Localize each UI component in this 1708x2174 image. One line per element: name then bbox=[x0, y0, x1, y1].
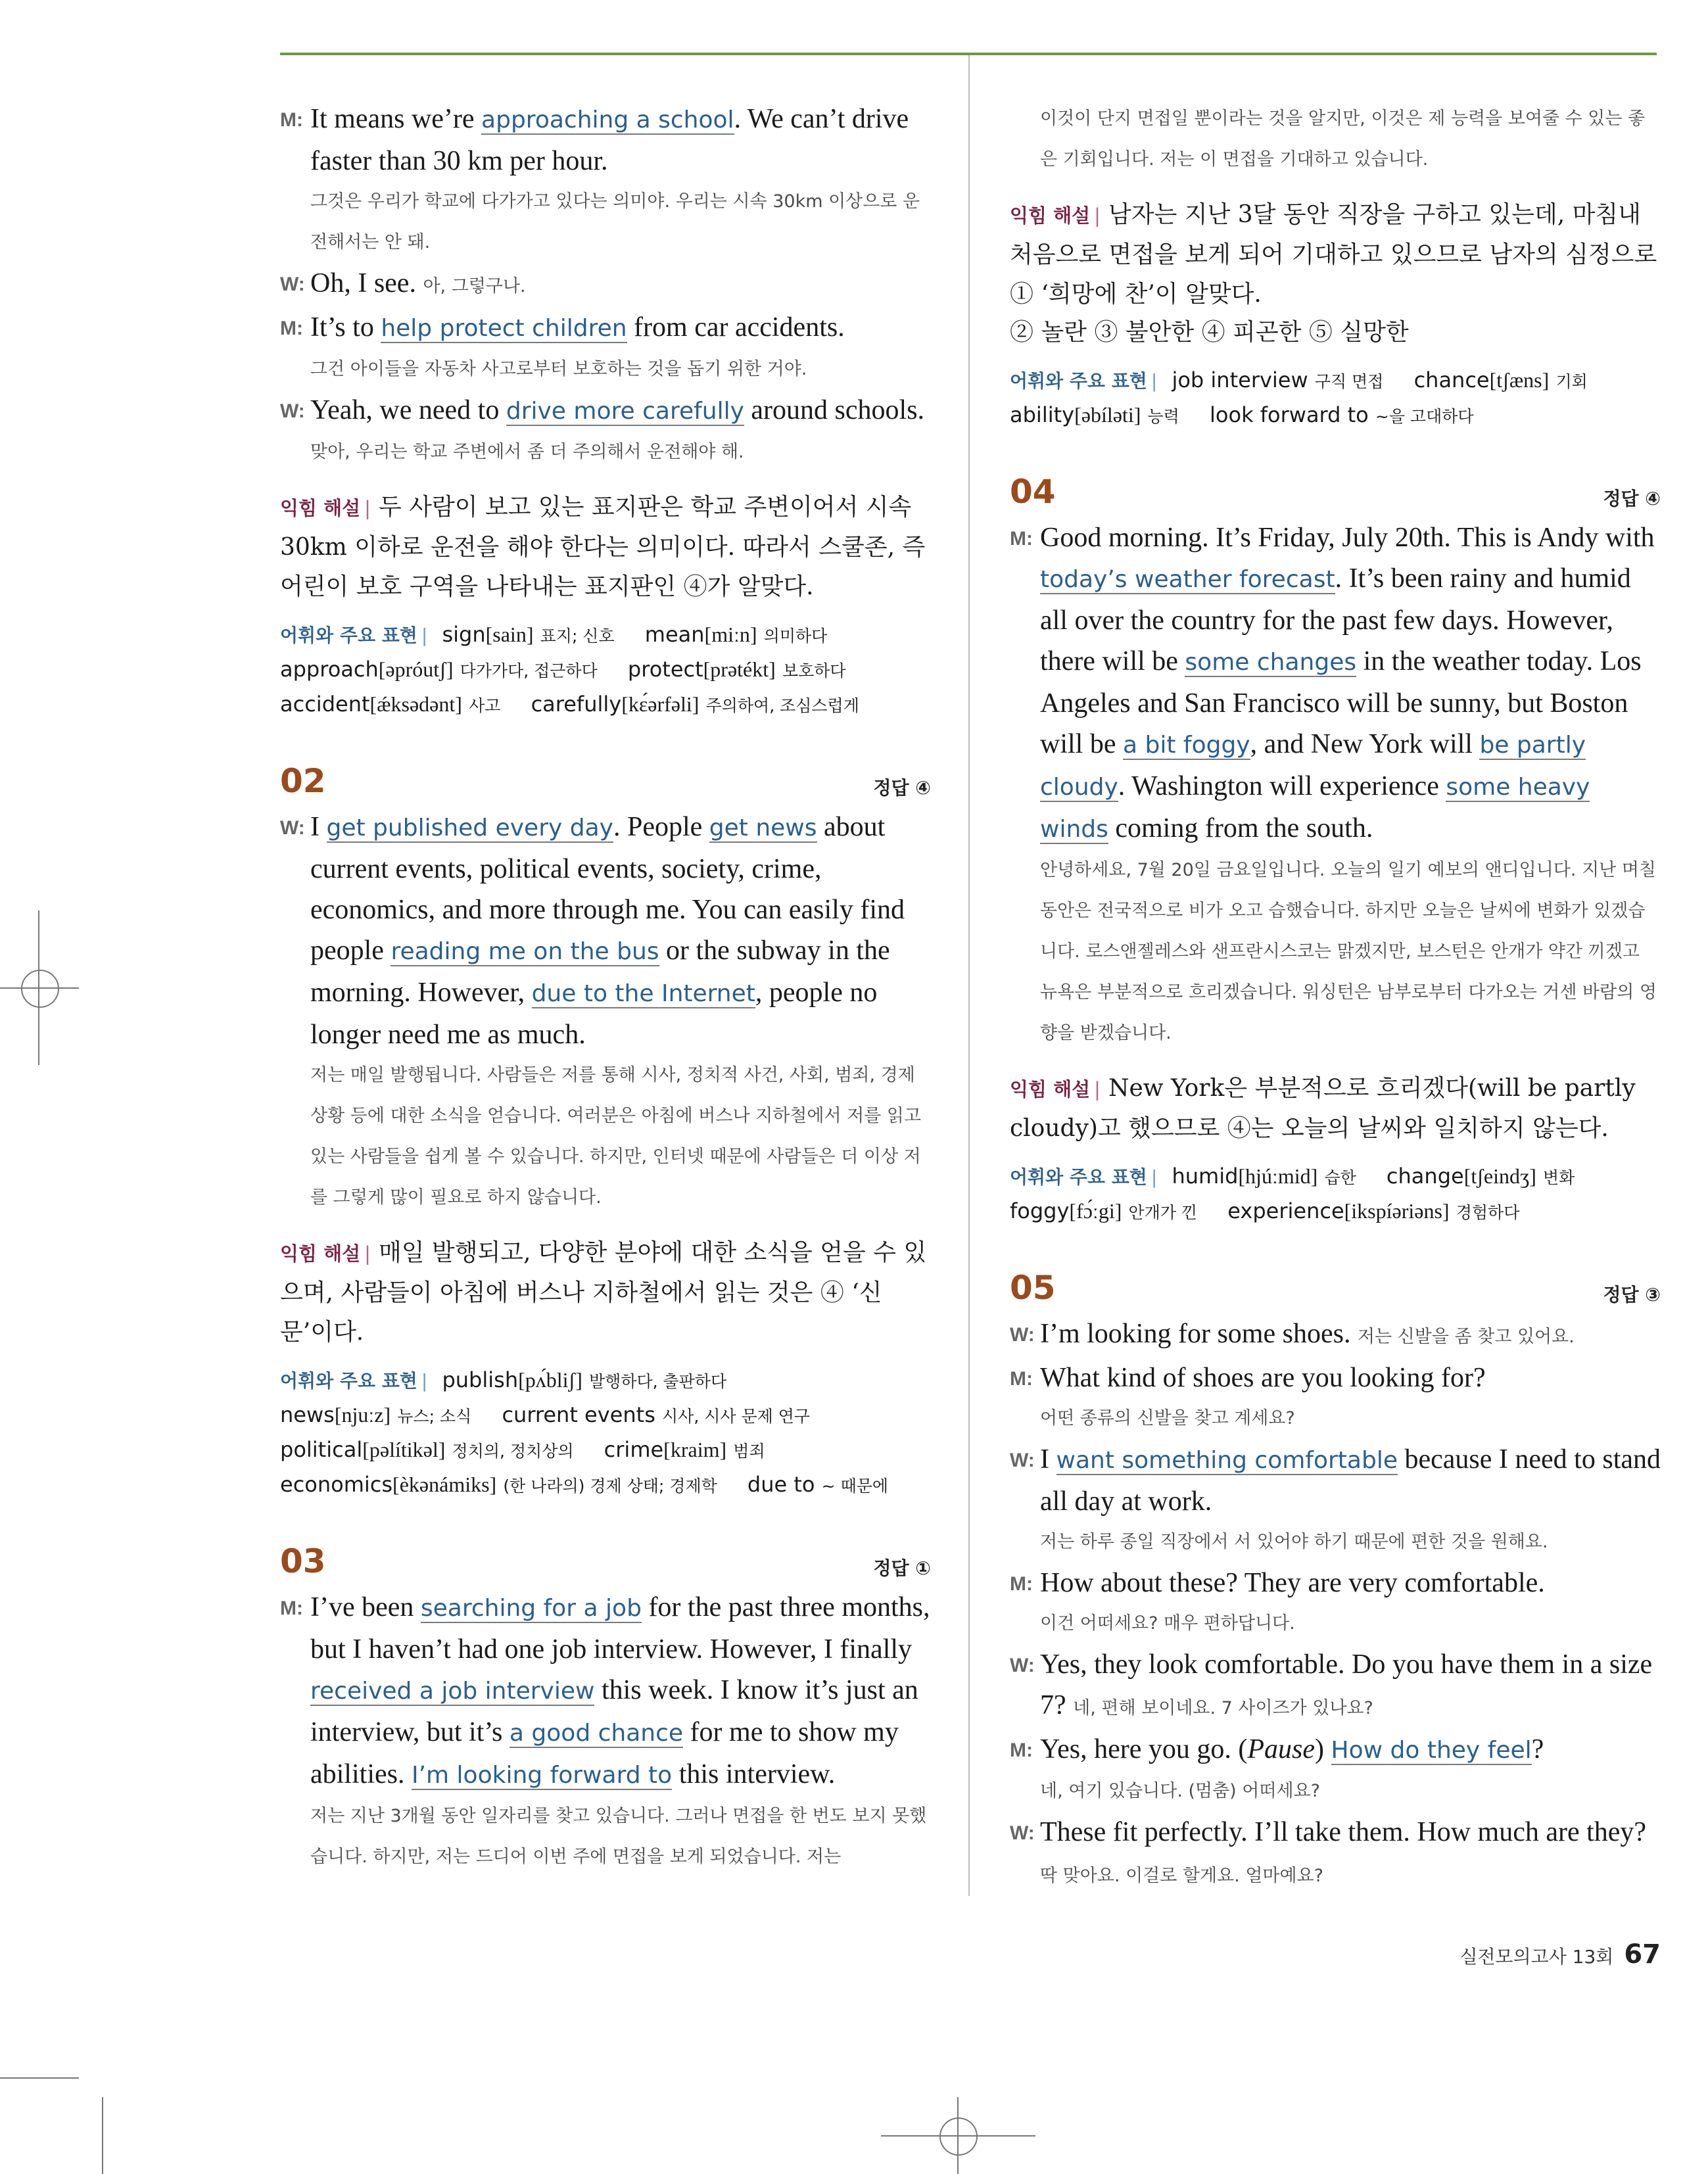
english-line: How about these? They are very comfortable. bbox=[1040, 1568, 1545, 1598]
speaker-label: W: bbox=[1010, 1655, 1035, 1676]
vocab-label: 어휘와 주요 표현 bbox=[280, 625, 417, 646]
explanation: 익힘 해설 | 매일 발행되고, 다양한 분야에 대한 소식을 얻을 수 있으며, 사람들이 아침에 버스나 지하철에서 읽는 것은 ④ ‘신문’이다. bbox=[280, 1239, 927, 1346]
question-number: 04 bbox=[1010, 473, 1056, 511]
speaker-label: M: bbox=[1010, 528, 1033, 550]
speaker-label: M: bbox=[280, 109, 303, 131]
dialogue-turn bbox=[280, 263, 931, 307]
key-phrase: received a job interview bbox=[310, 1678, 595, 1705]
speaker-label: W: bbox=[1010, 1324, 1035, 1346]
answer-key: 정답 ① bbox=[873, 1557, 931, 1579]
dialogue-turn bbox=[1010, 1729, 1661, 1771]
registration-mark bbox=[939, 2117, 978, 2156]
speaker-label: M: bbox=[1010, 1368, 1033, 1390]
dialogue-turn bbox=[280, 1587, 931, 1796]
key-phrase: approaching a school bbox=[481, 106, 734, 133]
explanation-label: 익힘 해설 bbox=[1010, 204, 1091, 227]
dialogue-turn bbox=[280, 307, 931, 349]
key-phrase: How do they feel bbox=[1331, 1737, 1532, 1764]
english-line: I want something comfortable because I need to stand all day at work. bbox=[1040, 1444, 1661, 1517]
english-line: It’s to help protect children from car accidents. bbox=[310, 312, 845, 343]
crop-mark bbox=[0, 2077, 79, 2079]
korean-translation: 네, 편해 보이네요. 7 사이즈가 있나요? bbox=[1073, 1698, 1373, 1718]
key-phrase: reading me on the bus bbox=[391, 938, 659, 965]
english-line: Yeah, we need to drive more carefully around schools. bbox=[310, 395, 925, 425]
question-number: 05 bbox=[1010, 1269, 1056, 1307]
speaker-label: W: bbox=[280, 817, 305, 839]
explanation-label: 익힘 해설 bbox=[280, 497, 361, 519]
section-header bbox=[280, 1542, 931, 1580]
speaker-label: M: bbox=[1010, 1739, 1033, 1761]
korean-translation: 그것은 우리가 학교에 다가가고 있다는 의미야. 우리는 시속 30km 이상으로 운전해서는 안 돼. bbox=[310, 191, 920, 252]
english-line: Good morning. It’s Friday, July 20th. This is Andy with today’s weather forecast. It’s been rainy and humid all over the country for the past few days. However, there will be some changes in the weather today. Los Angeles and San Francisco will be sunny, but Boston will be a bit foggy, and New York will be partly cloudy. Washington will experience some heavy winds coming from the south. bbox=[1040, 523, 1655, 843]
english-line: Oh, I see. 아, 그렇구나. bbox=[310, 268, 526, 298]
vocab-block: 어휘와 주요 표현 | humid[hjúːmid] 습한 change[tʃeindʒ] 변화 foggy[fɔ́ːgi] 안개가 낀 experience[ikspíəriəns] 경험하다 bbox=[1010, 1164, 1575, 1223]
key-phrase: some changes bbox=[1185, 649, 1357, 676]
english-line: I’m looking for some shoes. 저는 신발을 좀 찾고 있어요. bbox=[1040, 1319, 1575, 1349]
key-phrase: drive more carefully bbox=[506, 398, 744, 425]
dialogue-turn bbox=[1010, 1358, 1661, 1398]
page-number: 67 bbox=[1624, 1939, 1661, 1970]
dialogue-turn bbox=[1010, 517, 1661, 850]
speaker-label: W: bbox=[280, 400, 305, 422]
korean-translation: 저는 신발을 좀 찾고 있어요. bbox=[1357, 1327, 1575, 1347]
registration-mark bbox=[21, 970, 59, 1008]
vocab-label: 어휘와 주요 표현 bbox=[1010, 1166, 1147, 1188]
explanation: 익힘 해설 | New York은 부분적으로 흐리겠다(will be partly cloudy)고 했으므로 ④는 오늘의 날씨와 일치하지 않는다. bbox=[1010, 1075, 1636, 1142]
english-line: Yes, here you go. (Pause) How do they feel? bbox=[1040, 1734, 1544, 1764]
key-phrase: be partly cloudy bbox=[1040, 732, 1586, 801]
korean-translation: 저는 지난 3개월 동안 일자리를 찾고 있습니다. 그러나 면접을 한 번도 보지 못했습니다. 하지만, 저는 드디어 이번 주에 면접을 보게 되었습니다. 저는 bbox=[310, 1806, 927, 1867]
dialogue-turn bbox=[280, 390, 931, 432]
korean-translation: 아, 그렇구나. bbox=[423, 276, 526, 296]
korean-translation: 이건 어떠세요? 매우 편하답니다. bbox=[1040, 1613, 1295, 1634]
dialogue-turn bbox=[280, 807, 931, 1055]
english-line: What kind of shoes are you looking for? bbox=[1040, 1363, 1486, 1393]
key-phrase: searching for a job bbox=[420, 1595, 642, 1622]
key-phrase: get news bbox=[709, 815, 817, 841]
korean-translation: 맞아, 우리는 학교 주변에서 좀 더 주의해서 운전해야 해. bbox=[310, 442, 744, 462]
right-column bbox=[1010, 99, 1661, 1897]
key-phrase: want something comfortable bbox=[1056, 1447, 1398, 1474]
explanation: 익힘 해설 | 두 사람이 보고 있는 표지판은 학교 주변이어서 시속 30km 이하로 운전을 해야 한다는 의미이다. 따라서 스쿨존, 즉 어린이 보호 구역을 나타내는 표지판인 ④가 알맞다. bbox=[280, 494, 926, 600]
korean-translation: 어떤 종류의 신발을 찾고 계세요? bbox=[1040, 1408, 1295, 1429]
key-phrase: a good chance bbox=[509, 1720, 684, 1747]
section-header bbox=[1010, 1269, 1661, 1307]
korean-translation: 이것이 단지 면접일 뿐이라는 것을 알지만, 이것은 제 능력을 보여줄 수 있는 좋은 기회입니다. 저는 이 면접을 기대하고 있습니다. bbox=[1040, 108, 1646, 170]
english-line: I’ve been searching for a job for the past three months, but I haven’t had one job interview. However, I finally received a job interview this week. I know it’s just an interview, but it’s a good chance for me to show my abilities. I’m looking forward to this interview. bbox=[310, 1592, 930, 1789]
vocab-label: 어휘와 주요 표현 bbox=[1010, 370, 1147, 392]
dialogue-turn bbox=[1010, 1644, 1661, 1729]
answer-options: ② 놀란 ③ 불안한 ④ 피곤한 ⑤ 실망한 bbox=[1010, 319, 1409, 346]
question-number: 03 bbox=[280, 1542, 326, 1580]
answer-key: 정답 ④ bbox=[873, 777, 931, 799]
speaker-label: M: bbox=[280, 318, 303, 339]
english-line: It means we’re approaching a school. We can’t drive faster than 30 km per hour. bbox=[310, 104, 909, 176]
key-phrase: some heavy winds bbox=[1040, 774, 1590, 843]
vocab-label: 어휘와 주요 표현 bbox=[280, 1370, 417, 1392]
page-footer bbox=[1459, 1939, 1661, 1970]
dialogue-turn bbox=[280, 99, 931, 181]
answer-key: 정답 ③ bbox=[1603, 1284, 1661, 1306]
key-phrase: due to the Internet bbox=[531, 980, 755, 1007]
left-column bbox=[280, 99, 931, 1878]
korean-translation: 저는 하루 종일 직장에서 서 있어야 하기 때문에 편한 것을 원해요. bbox=[1040, 1532, 1548, 1552]
english-line: I get published every day. People get news about current events, political events, society, crime, economics, and more through me. You can easily find people reading me on the bus or the subway in the morning. However, due to the Internet, people no longer need me as much. bbox=[310, 812, 905, 1050]
key-phrase: help protect children bbox=[381, 315, 627, 342]
speaker-label: W: bbox=[1010, 1822, 1035, 1844]
speaker-label: W: bbox=[1010, 1450, 1035, 1471]
explanation-label: 익힘 해설 bbox=[1010, 1078, 1091, 1100]
speaker-label: M: bbox=[280, 1597, 303, 1619]
korean-translation: 안녕하세요, 7월 20일 금요일입니다. 오늘의 일기 예보의 앤디입니다. 지난 며칠 동안은 전국적으로 비가 오고 습했습니다. 하지만 오늘은 날씨에 변화가 있겠습니다. 로스앤젤레스와 샌프란시스코는 맑겠지만, 보스턴은 안개가 약간 끼겠고 뉴욕은 부분적으로 흐리겠습니다. 워싱턴은 남부로부터 다가오는 거센 바람의 영향을 받겠습니다. bbox=[1040, 860, 1657, 1043]
key-phrase: a bit foggy bbox=[1122, 732, 1250, 759]
speaker-label: W: bbox=[280, 273, 305, 295]
column-divider bbox=[968, 55, 970, 1896]
dialogue-turn bbox=[1010, 1313, 1661, 1358]
vocab-block: 어휘와 주요 표현 | job interview 구직 면접 chance[tʃæns] 기회 ability[əbíləti] 능력 look forward to ~을 고대하다 bbox=[1010, 367, 1588, 427]
key-phrase: get published every day bbox=[326, 815, 613, 841]
dialogue-turn bbox=[1010, 1439, 1661, 1522]
vocab-block: 어휘와 주요 표현 | publish[pʌ́bliʃ] 발행하다, 출판하다 news[njuːz] 뉴스; 소식 current events 시사, 시사 문제 연구 political[pəlítikəl] 정치의, 정치상의 crime[kraim] 범죄 economics[èkənámiks] (한 나라의) 경제 상태; 경제학 due to ~ 때문에 bbox=[280, 1367, 889, 1497]
key-phrase: I’m looking forward to bbox=[411, 1762, 673, 1789]
speaker-label: M: bbox=[1010, 1573, 1033, 1595]
english-line: Yes, they look comfortable. Do you have them in a size 7? 네, 편해 보이네요. 7 사이즈가 있나요? bbox=[1040, 1649, 1653, 1720]
section-header bbox=[280, 762, 931, 800]
korean-translation: 그건 아이들을 자동차 사고로부터 보호하는 것을 돕기 위한 거야. bbox=[310, 359, 807, 379]
korean-translation: 네, 여기 있습니다. (멈춤) 어떠세요? bbox=[1040, 1781, 1320, 1801]
question-number: 02 bbox=[280, 762, 326, 800]
book-section-title: 실전모의고사 13회 bbox=[1459, 1946, 1614, 1968]
key-phrase: today’s weather forecast bbox=[1040, 566, 1335, 593]
vocab-block: 어휘와 주요 표현 | sign[sain] 표지; 신호 mean[miːn] 의미하다 approach[əpróutʃ] 다가가다, 접근하다 protect[prətékt] 보호하다 accident[ǽksədənt] 사고 carefully[kɛ́ərfəli] 주의하여, 조심스럽게 bbox=[280, 622, 859, 717]
english-line: These fit perfectly. I’ll take them. How much are they? 딱 맞아요. 이걸로 할게요. 얼마예요? bbox=[1040, 1817, 1647, 1886]
explanation-label: 익힘 해설 bbox=[280, 1242, 361, 1265]
korean-translation: 저는 매일 발행됩니다. 사람들은 저를 통해 시사, 정치적 사건, 사회, 범죄, 경제 상황 등에 대한 소식을 얻습니다. 여러분은 아침에 버스나 지하철에서 저를 읽고 있는 사람들을 쉽게 볼 수 있습니다. 하지만, 인터넷 때문에 사람들은 더 이상 저를 그렇게 많이 필요로 하지 않습니다. bbox=[310, 1065, 922, 1208]
dialogue-turn bbox=[1010, 1563, 1661, 1603]
explanation: 익힘 해설 | 남자는 지난 3달 동안 직장을 구하고 있는데, 마침내 처음으로 면접을 보게 되어 기대하고 있으므로 남자의 심정으로 ① ‘희망에 찬’이 알맞다. bbox=[1010, 201, 1657, 308]
section-header bbox=[1010, 473, 1661, 511]
answer-key: 정답 ④ bbox=[1603, 488, 1661, 509]
korean-translation: 딱 맞아요. 이걸로 할게요. 얼마예요? bbox=[1040, 1866, 1323, 1886]
crop-mark bbox=[102, 2097, 103, 2174]
dialogue-turn bbox=[1010, 1812, 1661, 1897]
